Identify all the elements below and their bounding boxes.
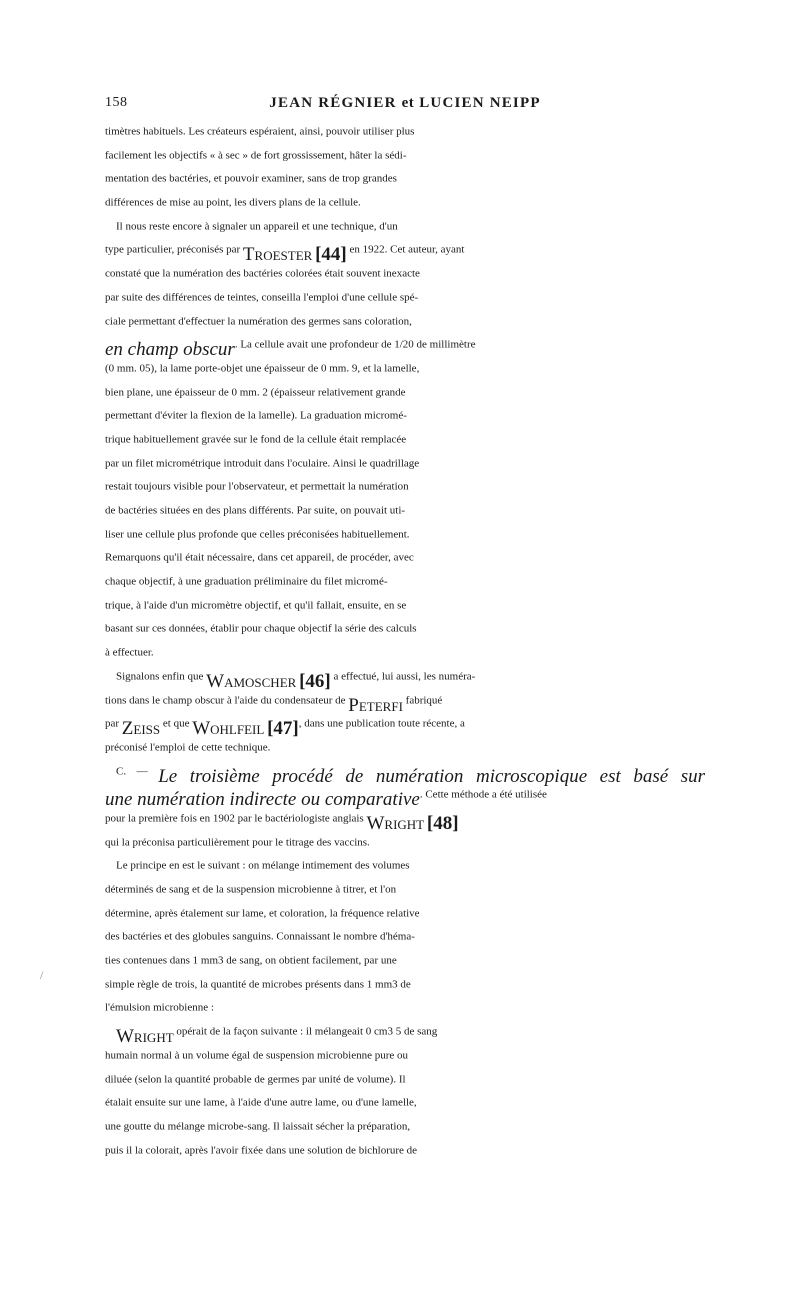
text-run: (0 mm. 05), la lame porte-objet une épaisseur de 0 mm. 9, et la lamelle, bbox=[105, 362, 420, 375]
text-run: de bbox=[397, 978, 411, 991]
text-run: tions dans le champ obscur à l'aide du condensateur de bbox=[105, 694, 349, 707]
text-line bbox=[105, 836, 705, 860]
text-run: de bactéries situées en des plans différents. Par suite, on pouvait uti- bbox=[105, 504, 406, 517]
text-line bbox=[105, 812, 705, 836]
text-line bbox=[105, 386, 705, 410]
text-line bbox=[105, 717, 705, 741]
text-run: restait toujours visible pour l'observateur, et permettait la numération bbox=[105, 480, 409, 493]
text-run: pour la première fois en 1902 par le bactériologiste anglais bbox=[105, 812, 367, 825]
text-run: Zeiss bbox=[121, 718, 161, 740]
text-line bbox=[105, 1120, 705, 1144]
text-run: Troester bbox=[242, 244, 313, 266]
text-run: ties contenues dans 1 mm bbox=[105, 954, 219, 967]
text-line bbox=[105, 480, 705, 504]
text-line bbox=[105, 291, 705, 315]
text-line bbox=[105, 930, 705, 954]
text-run: trique habituellement gravée sur le fond de la cellule était remplacée bbox=[105, 433, 407, 446]
text-run: Remarquons qu'il était nécessaire, dans cet appareil, de procéder, avec bbox=[105, 552, 414, 565]
text-line bbox=[105, 907, 705, 931]
text-run: par bbox=[105, 717, 122, 730]
running-head-author-2: LUCIEN NEIPP bbox=[419, 95, 541, 111]
text-run: préconisé l'emploi de cette technique. bbox=[105, 741, 271, 754]
page-number: 158 bbox=[105, 95, 128, 110]
text-run: l'émulsion microbienne : bbox=[105, 1002, 214, 1015]
text-run: 3 bbox=[387, 1025, 393, 1038]
text-run bbox=[105, 1026, 116, 1038]
text-run: 3 bbox=[392, 978, 398, 991]
text-run: , dans une publication toute récente, a bbox=[298, 717, 465, 730]
text-line bbox=[105, 315, 705, 339]
text-run: C. — bbox=[105, 765, 159, 778]
text-line bbox=[105, 220, 705, 244]
text-run: par un filet micrométrique introduit dans l'oculaire. Ainsi le quadrillage bbox=[105, 457, 420, 470]
body-text bbox=[105, 125, 705, 1167]
text-line bbox=[105, 883, 705, 907]
text-run: [44] bbox=[315, 244, 347, 266]
running-head-conjunction: et bbox=[401, 95, 415, 111]
text-line bbox=[105, 433, 705, 457]
text-run: diluée (selon la quantité probable de germes par unité de volume). Il bbox=[105, 1073, 406, 1086]
text-line bbox=[105, 622, 705, 646]
text-line bbox=[105, 575, 705, 599]
text-run: différences de mise au point, les divers plans de la cellule. bbox=[105, 196, 361, 209]
text-run: 3 bbox=[218, 954, 224, 967]
text-run: chaque objectif, à une graduation préliminaire du filet micromé- bbox=[105, 575, 388, 588]
text-run: type particulier, préconisés par bbox=[105, 244, 243, 257]
running-head bbox=[105, 95, 705, 112]
text-run: opérait de la façon suivante : il mélangeait 0 cm bbox=[173, 1025, 388, 1038]
text-run: de sang, on obtient facilement, par une bbox=[223, 954, 397, 967]
text-line bbox=[105, 338, 705, 362]
text-run: Wamoscher bbox=[206, 670, 297, 692]
text-run: bien plane, une épaisseur de 0 mm. 2 (épaisseur relativement grande bbox=[105, 386, 406, 399]
text-run: des bactéries et des globules sanguins. Connaissant le nombre d'héma- bbox=[105, 931, 415, 944]
text-run: facilement les objectifs « à sec » de fort grossissement, hâter la sédi- bbox=[105, 149, 407, 162]
text-line bbox=[105, 149, 705, 173]
text-run: constaté que la numération des bactéries colorées était souvent inexacte bbox=[105, 267, 420, 280]
text-line bbox=[105, 741, 705, 765]
text-run: timètres habituels. Les créateurs espéraient, ainsi, pouvoir utiliser plus bbox=[105, 125, 415, 138]
text-line bbox=[105, 362, 705, 386]
text-run: simple règle de trois, la quantité de microbes présents dans 1 mm bbox=[105, 978, 393, 991]
text-run: [48] bbox=[426, 812, 459, 834]
text-run: humain normal à un volume égal de suspension microbienne pure ou bbox=[105, 1049, 409, 1062]
text-line bbox=[105, 457, 705, 481]
text-run: Le principe en est le suivant : on mélange intimement des volumes bbox=[105, 859, 410, 872]
text-run: Wohlfeil bbox=[192, 718, 265, 740]
text-line bbox=[105, 765, 705, 789]
text-run: déterminés de sang et de la suspension microbienne à titrer, et l'on bbox=[105, 883, 397, 896]
text-line bbox=[105, 1025, 705, 1049]
text-run: Il nous reste encore à signaler un appareil et une technique, d'un bbox=[105, 220, 398, 233]
text-line bbox=[105, 243, 705, 267]
text-run: a effectué, lui aussi, les numéra- bbox=[330, 670, 476, 683]
text-run: Wright bbox=[116, 1026, 174, 1048]
text-line bbox=[105, 409, 705, 433]
text-line bbox=[105, 1049, 705, 1073]
text-line bbox=[105, 1001, 705, 1025]
text-line bbox=[105, 125, 705, 149]
text-run: en 1922. Cet auteur, ayant bbox=[346, 244, 465, 257]
text-run: puis il la colorait, après l'avoir fixée dans une solution de bichlorure de bbox=[105, 1144, 418, 1157]
text-line bbox=[105, 1096, 705, 1120]
text-run: . Cette méthode a été utilisée bbox=[419, 788, 547, 801]
text-run: et que bbox=[160, 717, 193, 730]
text-line bbox=[105, 694, 705, 718]
text-line bbox=[105, 978, 705, 1002]
text-line bbox=[105, 646, 705, 670]
text-line bbox=[105, 1144, 705, 1168]
text-run: par suite des différences de teintes, conseilla l'emploi d'une cellule spé- bbox=[105, 291, 419, 304]
text-run: permettant d'éviter la flexion de la lamelle). La graduation micromé- bbox=[105, 409, 407, 422]
text-run: Signalons enfin que bbox=[105, 670, 207, 683]
text-run: 5 de sang bbox=[392, 1025, 438, 1038]
text-line bbox=[105, 551, 705, 575]
running-head-author-1: JEAN RÉGNIER bbox=[269, 95, 397, 111]
text-run: Wright bbox=[366, 812, 425, 834]
text-run: ciale permettant d'effectuer la numération des germes sans coloration, bbox=[105, 315, 412, 328]
text-line bbox=[105, 196, 705, 220]
text-run: trique, à l'aide d'un micromètre objectif, et qu'il fallait, ensuite, en se bbox=[105, 599, 407, 612]
text-run: Peterfi bbox=[348, 694, 403, 716]
text-run: mentation des bactéries, et pouvoir examiner, sans de trop grandes bbox=[105, 173, 397, 186]
text-run: en champ obscur bbox=[105, 339, 235, 361]
text-line bbox=[105, 788, 705, 812]
text-run: une numération indirecte ou comparative bbox=[105, 789, 420, 811]
text-line bbox=[105, 859, 705, 883]
text-run: étalait ensuite sur une lame, à l'aide d'une autre lame, ou d'une lamelle, bbox=[105, 1096, 417, 1109]
page-header bbox=[105, 95, 705, 117]
text-run: Le troisième procédé de numération microscopique est basé sur bbox=[158, 765, 705, 787]
text-line bbox=[105, 954, 705, 978]
text-run: à effectuer. bbox=[105, 646, 154, 659]
text-run: fabriqué bbox=[402, 694, 443, 707]
text-line bbox=[105, 599, 705, 623]
text-run: [46] bbox=[299, 670, 331, 692]
text-line bbox=[105, 267, 705, 291]
text-line bbox=[105, 1073, 705, 1097]
text-run: détermine, après étalement sur lame, et coloration, la fréquence relative bbox=[105, 907, 420, 920]
text-line bbox=[105, 172, 705, 196]
text-line bbox=[105, 670, 705, 694]
text-run: basant sur ces données, établir pour chaque objectif la série des calculs bbox=[105, 623, 417, 636]
text-run: . La cellule avait une profondeur de 1/20 de millimètre bbox=[234, 338, 476, 351]
text-run: qui la préconisa particulièrement pour le titrage des vaccins. bbox=[105, 836, 370, 849]
text-line bbox=[105, 528, 705, 552]
text-run: [47] bbox=[267, 718, 299, 740]
margin-mark: / bbox=[40, 968, 44, 982]
text-run: liser une cellule plus profonde que celles préconisées habituellement. bbox=[105, 528, 410, 541]
text-run: une goutte du mélange microbe-sang. Il laissait sécher la préparation, bbox=[105, 1120, 411, 1133]
text-line bbox=[105, 504, 705, 528]
